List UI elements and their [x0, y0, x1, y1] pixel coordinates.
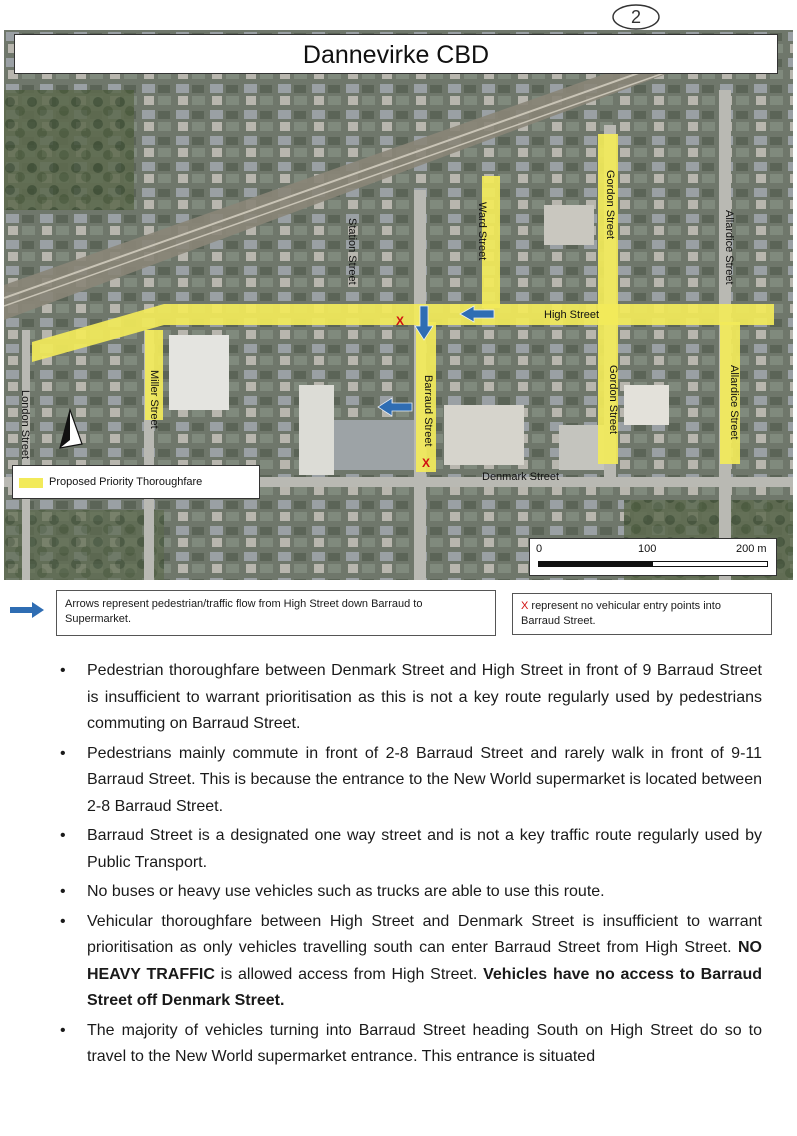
list-item: • No buses or heavy use vehicles such as trucks are able to use this route. — [60, 879, 762, 906]
key-x-symbol: X — [521, 600, 529, 612]
street-label-denmark: Denmark Street — [482, 471, 560, 483]
street-label-allardice-north: Allardice Street — [723, 210, 735, 285]
page-number-circle — [610, 2, 662, 32]
street-label-gordon-south: Gordon Street — [607, 365, 619, 435]
scale-bar-graphic — [538, 561, 768, 567]
key-arrows-text: Arrows represent pedestrian/traffic flow from High Street down Barraud to Supermarket. — [65, 598, 423, 625]
list-item: • Pedestrians mainly commute in front of 2-8 Barraud Street and rarely walk in front of 9-11 Barraud Street. This is because the entrance to the New World supermarket is located between 2-8 Barraud Street. — [60, 741, 762, 821]
street-label-station: Station Street — [346, 218, 358, 285]
scale-label-mid: 100 — [638, 543, 657, 555]
bullet5-bold2: Vehicles have no access to Barraud Street off Denmark Street. — [87, 965, 762, 1009]
list-item: • Barraud Street is a designated one way street and is not a key traffic route regularly used by Public Transport. — [60, 823, 762, 876]
street-label-allardice-south: Allardice Street — [728, 365, 740, 440]
street-label-gordon-north: Gordon Street — [604, 170, 616, 240]
street-label-barraud: Barraud Street — [422, 375, 434, 447]
street-label-high: High Street — [544, 309, 600, 321]
scale-bar — [529, 538, 777, 576]
bullet5-part1: Vehicular thoroughfare between High Street and Denmark Street is insufficient to warrant prioritisation as only vehicles travelling south can enter Barraud Street from High Street. — [87, 912, 762, 956]
page-number-text: 2 — [630, 7, 642, 27]
street-label-london: London Street — [19, 390, 31, 460]
page-number — [610, 2, 662, 32]
bullet5-part2: is allowed access from High Street. — [214, 965, 484, 983]
bullet5-bold1: NO HEAVY TRAFFIC — [87, 939, 762, 983]
list-item: • The majority of vehicles turning into Barraud Street heading South on High Street do so to travel to the New World supermarket entrance. This entrance is situated — [60, 1018, 762, 1071]
key-x-marks — [512, 593, 772, 635]
legend-swatch — [19, 478, 43, 488]
findings-list — [60, 658, 762, 1074]
list-item — [60, 909, 762, 1015]
key-arrows — [56, 590, 496, 636]
map-legend — [12, 465, 260, 499]
scale-label-end: 200 m — [736, 543, 767, 555]
scale-label-zero: 0 — [536, 543, 543, 555]
map-title: Dannevirke CBD — [14, 34, 778, 74]
legend-label: Proposed Priority Thoroughfare — [49, 476, 203, 488]
no-entry-mark-high: X — [396, 314, 405, 328]
street-label-ward: Ward Street — [476, 202, 488, 261]
list-item: • Pedestrian thoroughfare between Denmark Street and High Street in front of 9 Barraud Street is insufficient to warrant prioritisation as this is not a key route regularly used by pedestrians commuting on Barraud Street. — [60, 658, 762, 738]
no-entry-mark-denmark: X — [422, 456, 431, 470]
key-x-text: represent no vehicular entry points into Barraud Street. — [521, 600, 721, 627]
key-arrow-icon — [8, 600, 46, 620]
cbd-map — [4, 30, 793, 580]
street-label-miller: Miller Street — [148, 370, 160, 429]
